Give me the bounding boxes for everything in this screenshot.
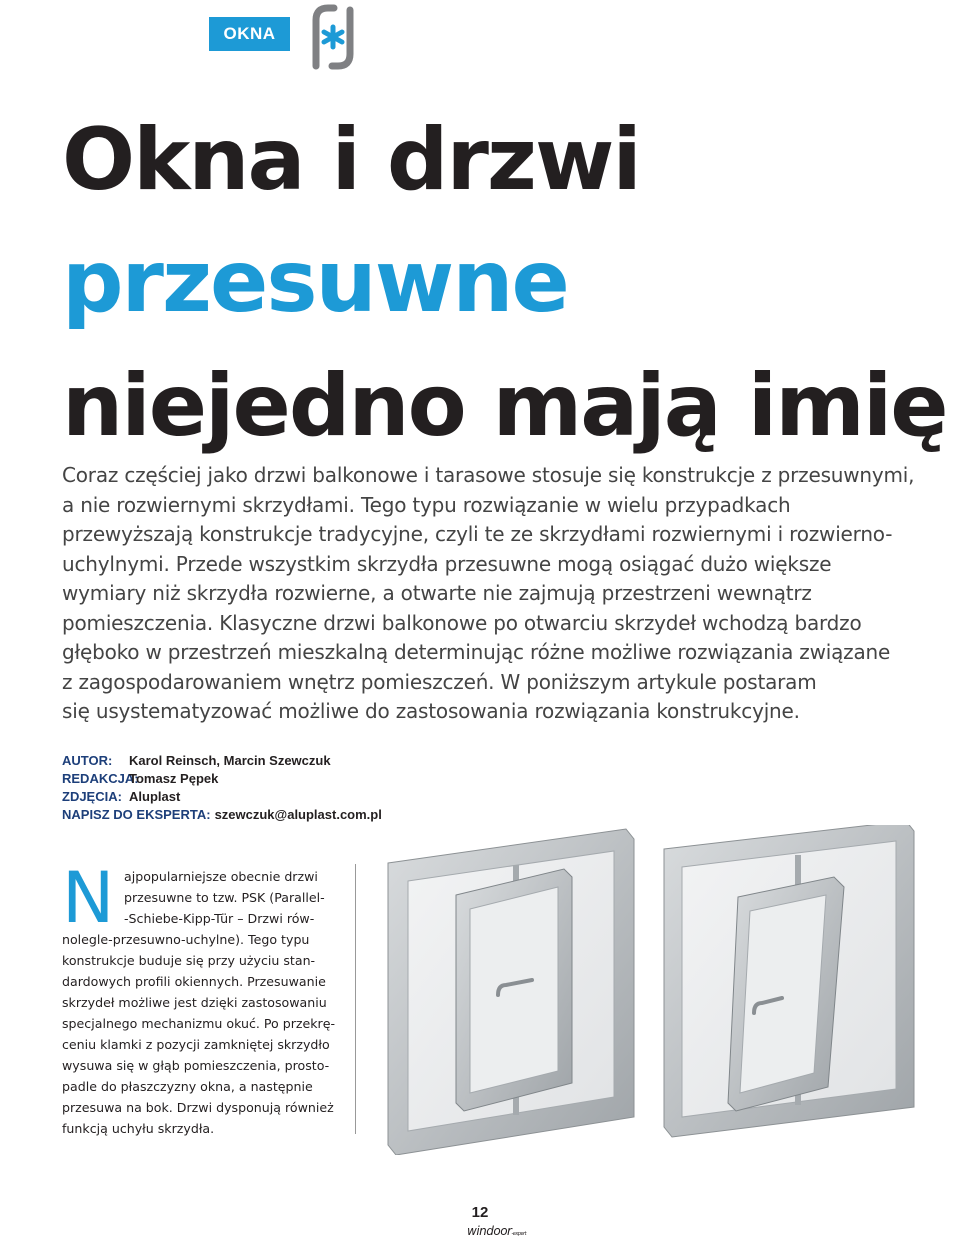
article-line: przesuwne to tzw. PSK (Parallel- — [124, 890, 325, 905]
lead-line: przewyższają konstrukcje tradycyjne, czyli te ze skrzydłami rozwiernymi i rozwierno- — [62, 522, 893, 546]
credit-author — [62, 752, 382, 770]
credit-value: Karol Reinsch, Marcin Szewczuk — [129, 753, 331, 768]
article-line: funkcją uchyłu skrzydła. — [62, 1121, 215, 1136]
lead-line: wymiary niż skrzydła rozwierne, a otwarte nie zajmują przestrzeni wewnątrz — [62, 581, 812, 605]
credit-contact — [62, 806, 382, 824]
lead-paragraph — [62, 461, 932, 727]
article-line: skrzydeł możliwe jest dzięki zastosowaniu — [62, 995, 327, 1010]
lead-line: Coraz częściej jako drzwi balkonowe i tarasowe stosuje się konstrukcje z przesuwnymi, — [62, 463, 915, 487]
credit-photos — [62, 788, 382, 806]
drop-cap: N — [62, 857, 115, 939]
credits-block — [62, 752, 382, 824]
column-divider — [355, 864, 356, 1134]
lead-line: uchylnymi. Przede wszystkim skrzydła przesuwne mogą osiągać dużo większe — [62, 551, 832, 576]
window-left — [388, 829, 634, 1155]
article-line: dardowych profili okiennych. Przesuwanie — [62, 974, 326, 989]
section-tab — [209, 17, 290, 51]
window-right — [664, 825, 914, 1137]
credit-label: REDAKCJA: — [62, 771, 139, 786]
article-line: nolegle-przesuwno-uchylne). Tego typu — [62, 932, 310, 947]
article-line: padle do płaszczyzny okna, a następnie — [62, 1079, 313, 1094]
contact-email-link[interactable]: szewczuk@aluplast.com.pl — [214, 807, 382, 822]
lead-line: z zagospodarowaniem wnętrz pomieszczeń. W poniższym artykule postaram — [62, 669, 817, 694]
article-line: wysuwa się w głąb pomieszczenia, prosto- — [62, 1058, 330, 1073]
lead-line: pomieszczenia. Klasyczne drzwi balkonowe po otwarciu skrzydeł wchodzą bardzo — [62, 610, 862, 635]
footer-logo-text: windoor — [467, 1224, 512, 1238]
credit-label: ZDJĘCIA: — [62, 789, 122, 804]
article-line: ajpopularniejsze obecnie drzwi — [124, 869, 318, 884]
fj-asterisk-logo-icon — [294, 2, 362, 72]
title-line-1: Okna i drzwi — [62, 110, 640, 210]
footer-logo-suffix: -expert — [511, 1231, 527, 1237]
section-label: OKNA — [223, 24, 276, 43]
article-line: specjalnego mechanizmu okuć. Po przekrę- — [62, 1016, 336, 1031]
credit-value: Aluplast — [129, 789, 181, 804]
lead-line: a nie rozwiernymi skrzydłami. Tego typu rozwiązanie w wielu przypadkach — [62, 492, 791, 517]
windoor-expert-logo — [467, 1224, 526, 1238]
credit-label: AUTOR: — [62, 753, 113, 768]
page-number: 12 — [471, 1204, 489, 1221]
article-line: -Schiebe-Kipp-Tür – Drzwi rów- — [124, 911, 315, 926]
credit-editor — [62, 770, 382, 788]
article-line: ceniu klamki z pozycji zamkniętej skrzydło — [62, 1037, 330, 1052]
sliding-window-illustration — [358, 825, 918, 1155]
credit-value: Tomasz Pępek — [129, 771, 219, 786]
lead-line: głęboko w przestrzeń mieszkalną determinując różne możliwe rozwiązania związane — [62, 640, 891, 664]
lead-line: się usystematyzować możliwe do zastosowania rozwiązania konstrukcyjne. — [62, 699, 800, 723]
article-line: przesuwa na bok. Drzwi dysponują również — [62, 1100, 334, 1115]
title-line-2: przesuwne — [62, 232, 568, 332]
article-body — [62, 857, 340, 1139]
article-line: konstrukcje buduje się przy użyciu stan- — [62, 953, 316, 968]
title-line-3: niejedno mają imię — [62, 356, 947, 456]
credit-label: NAPISZ DO EKSPERTA: — [62, 807, 211, 822]
